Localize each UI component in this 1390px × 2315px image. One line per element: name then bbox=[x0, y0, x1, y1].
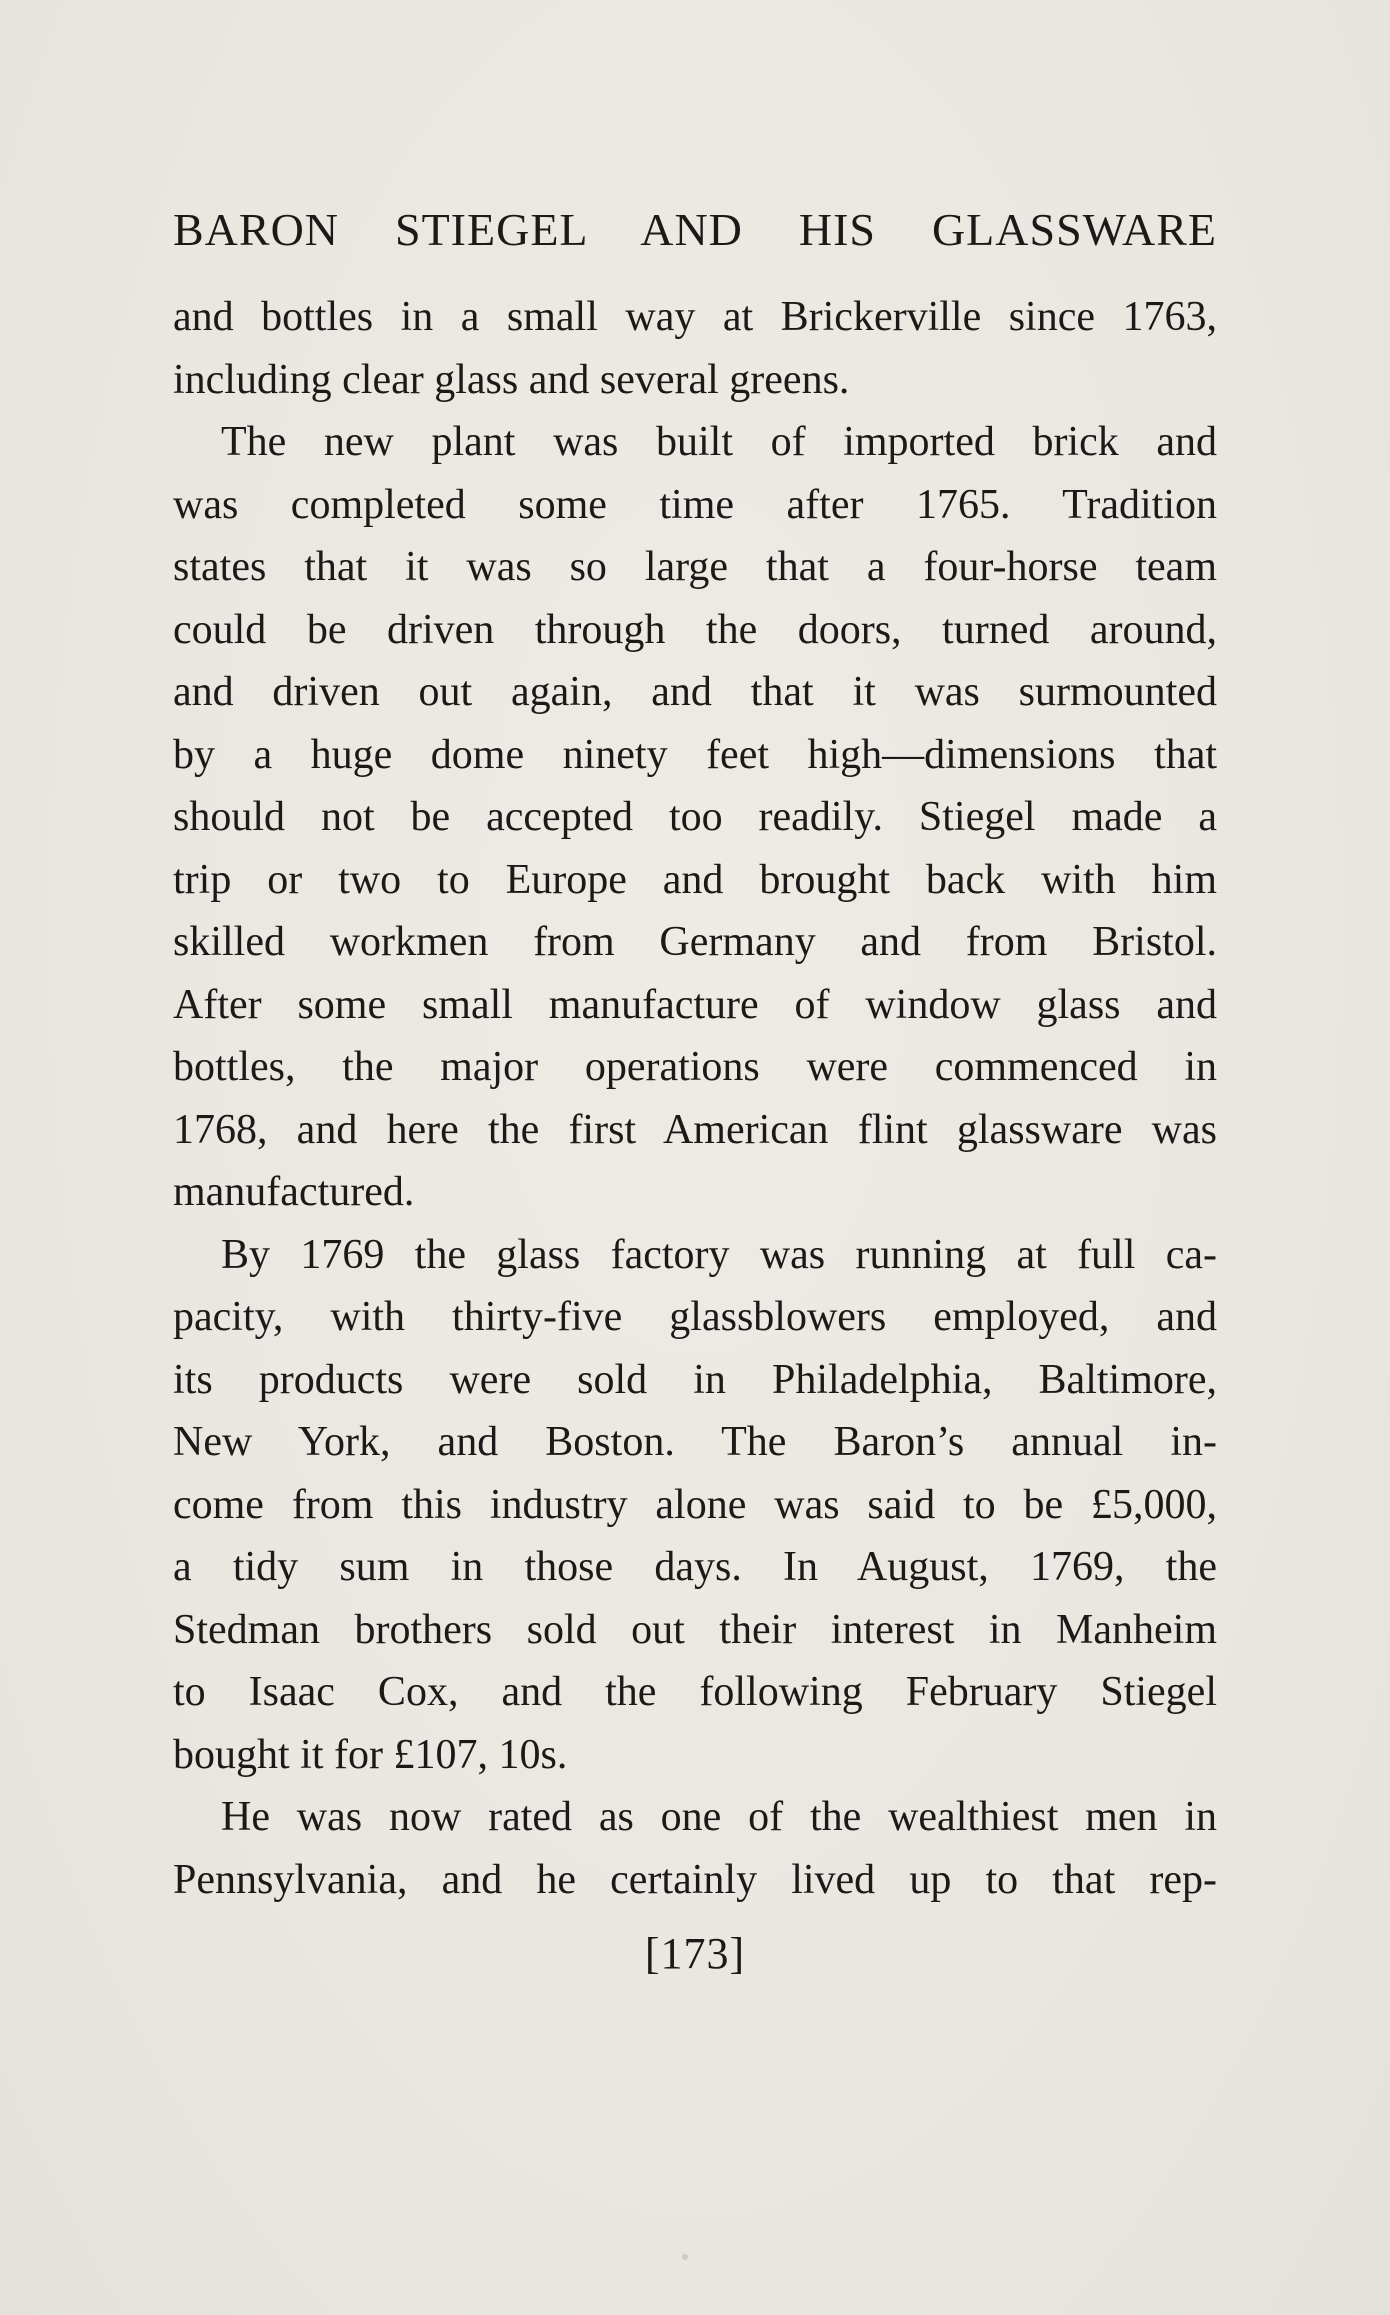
text-line: 1768, and here the first American flint glassware was bbox=[173, 1106, 1217, 1153]
text-line: was completed some time after 1765. Tradition bbox=[173, 481, 1217, 528]
text-line: trip or two to Europe and brought back with him bbox=[173, 856, 1217, 903]
paragraph-3 bbox=[173, 1224, 1217, 1787]
text-line: should not be accepted too readily. Stiegel made a bbox=[173, 794, 1217, 840]
body-text bbox=[173, 286, 1217, 1911]
text-line: He was now rated as one of the wealthiest men in bbox=[221, 1794, 1217, 1840]
text-line: bought it for £107, 10s. bbox=[173, 1731, 568, 1778]
text-line: its products were sold in Philadelphia, Baltimore, bbox=[173, 1356, 1217, 1403]
text-line: to Isaac Cox, and the following February Stiegel bbox=[173, 1669, 1217, 1715]
text-line: and driven out again, and that it was surmounted bbox=[173, 669, 1217, 715]
paper-speck bbox=[682, 2254, 688, 2260]
text-line: states that it was so large that a four-horse team bbox=[173, 544, 1217, 590]
paragraph-1 bbox=[173, 286, 1217, 411]
page-number: [173] bbox=[644, 1929, 746, 1978]
paragraph-4 bbox=[173, 1786, 1217, 1911]
text-line: bottles, the major operations were commenced in bbox=[173, 1044, 1217, 1090]
text-line: including clear glass and several greens. bbox=[173, 356, 850, 403]
text-line: and bottles in a small way at Brickerville since 1763, bbox=[173, 294, 1217, 340]
paragraph-2 bbox=[173, 411, 1217, 1224]
text-line: By 1769 the glass factory was running at full ca- bbox=[221, 1231, 1217, 1278]
text-line: Stedman brothers sold out their interest in Manheim bbox=[173, 1606, 1217, 1653]
text-line: After some small manufacture of window glass and bbox=[173, 981, 1217, 1028]
running-head: BARON STIEGEL AND HIS GLASSWARE bbox=[173, 204, 1217, 255]
text-line: pacity, with thirty-five glassblowers employed, and bbox=[173, 1294, 1217, 1340]
text-line: manufactured. bbox=[173, 1169, 415, 1215]
text-line: a tidy sum in those days. In August, 1769, the bbox=[173, 1544, 1217, 1590]
text-line: The new plant was built of imported brick and bbox=[221, 419, 1217, 465]
text-line: New York, and Boston. The Baron’s annual in- bbox=[173, 1419, 1217, 1465]
text-line: skilled workmen from Germany and from Bristol. bbox=[173, 919, 1217, 965]
text-line: Pennsylvania, and he certainly lived up to that rep- bbox=[173, 1856, 1217, 1903]
text-line: could be driven through the doors, turned around, bbox=[173, 606, 1217, 653]
text-line: by a huge dome ninety feet high—dimensions that bbox=[173, 731, 1217, 778]
text-line: come from this industry alone was said to be £5,000, bbox=[173, 1481, 1217, 1528]
